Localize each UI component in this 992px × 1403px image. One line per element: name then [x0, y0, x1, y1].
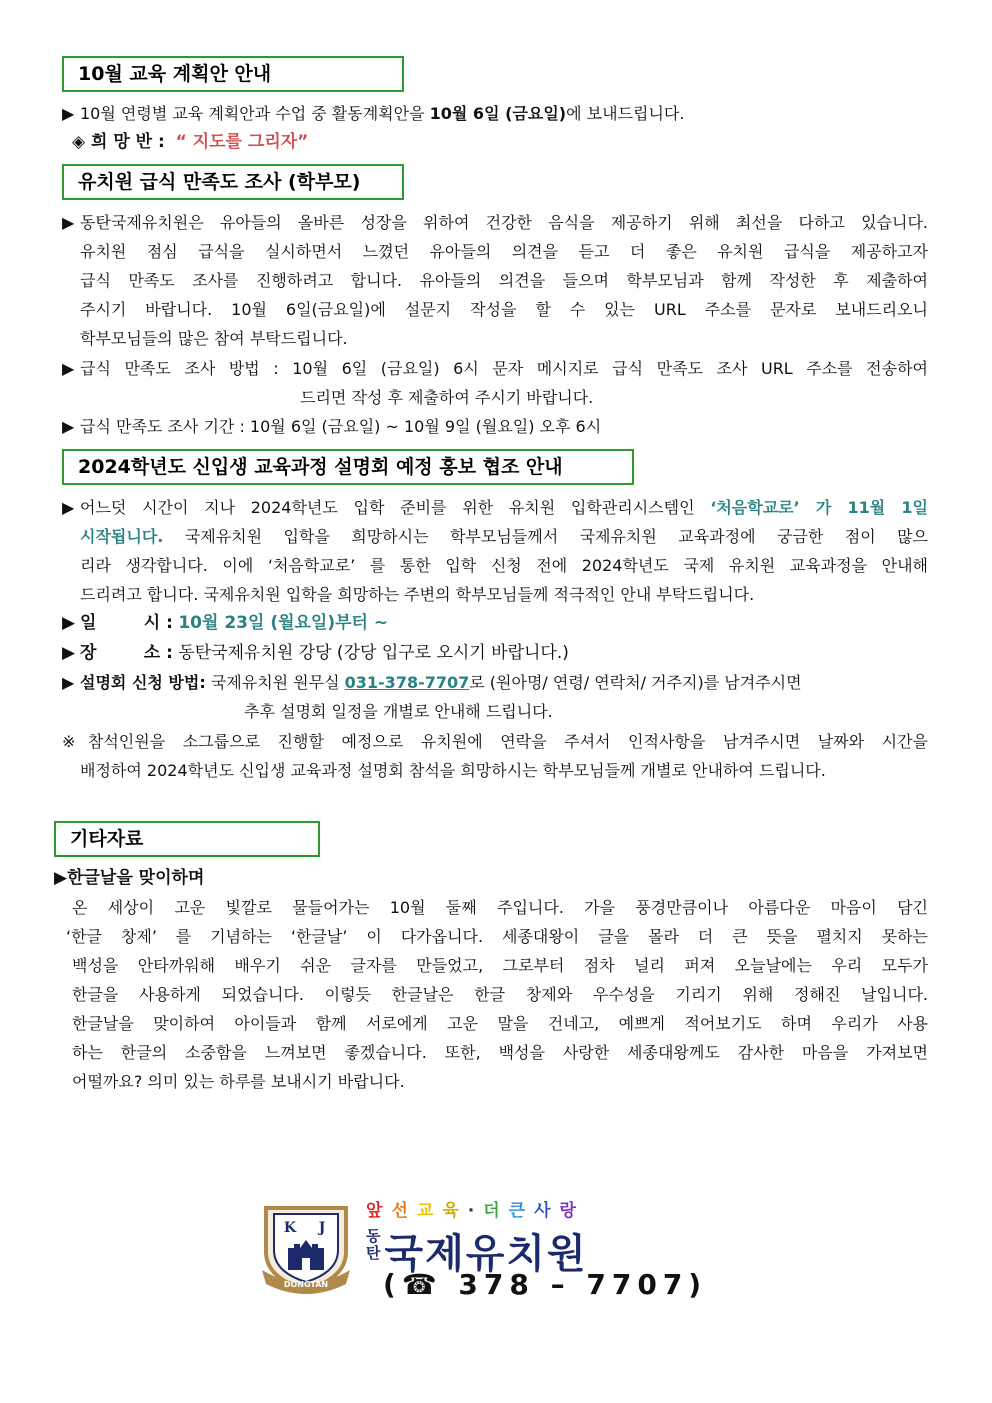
start-date-highlight: ‘처음학교로’ 가 11월 1일	[710, 498, 929, 517]
bullet-icon: ▶	[62, 498, 75, 517]
emblem-letter-j: J	[318, 1220, 326, 1236]
briefing-note-line: ※참석인원을 소그룹으로 진행할 예정으로 유치원에 연락을 주셔서 인적사항을 남겨주시면 날짜와 시간을	[62, 732, 928, 751]
bullet-icon: ▶	[62, 213, 75, 232]
briefing-note-line: 배정하여 2024학년도 신입생 교육과정 설명회 참석을 희망하시는 학부모님들께 개별로 안내하여 드립니다.	[80, 761, 826, 780]
hangul-day-line: 백성을 안타까워해 배우기 쉬운 글자를 만들었고, 그로부터 점차 널리 퍼져 오늘날에는 우리 모두가	[72, 956, 928, 975]
briefing-para-line: 리라 생각합니다. 이에 ‘처음학교로’ 를 통한 입학 신청 전에 2024학년도 국제 유치원 교육과정을 안내해	[80, 556, 928, 575]
survey-para-line: ▶ 동탄국제유치원은 유아들의 올바른 성장을 위하여 건강한 음식을 제공하기 위해 최선을 다하고 있습니다.	[62, 208, 928, 237]
october-plan-line: ▶ 10월 연령별 교육 계획안과 수업 중 활동계획안을 10월 6일 (금요일)에 보내드립니다.	[62, 99, 684, 128]
class-label: ◈ 희 망 반 :	[72, 132, 165, 152]
section-title-other-materials: 기타자료	[54, 821, 320, 857]
survey-method-line: 드리면 작성 후 제출하여 주시기 바랍니다.	[300, 388, 594, 407]
kindergarten-emblem-icon	[256, 1200, 356, 1296]
briefing-para-line: 드리려고 합니다. 국제유치원 입학을 희망하는 주변의 학부모님들께 적극적인 안내 부탁드립니다.	[80, 585, 755, 604]
bullet-icon: ▶	[62, 643, 76, 663]
briefing-place: 동탄국제유치원 강당 (강당 입구로 오시기 바랍니다.)	[178, 643, 569, 663]
survey-method-line: ▶ 급식 만족도 조사 방법 : 10월 6일 (금요일) 6시 문자 메시지로 급식 만족도 조사 URL 주소를 전송하여	[62, 354, 928, 383]
emblem-ribbon-text: DONGTAN	[283, 1280, 329, 1289]
survey-period-line: ▶ 급식 만족도 조사 기간 : 10월 6일 (금요일) ~ 10월 9일 (월요일) 오후 6시	[62, 412, 601, 441]
hangul-day-line: 온 세상이 고운 빛깔로 물들어가는 10월 둘째 주입니다. 가을 풍경만큼이나 아름다운 마음이 담긴	[72, 898, 928, 917]
hangul-day-line: ‘한글 창제’ 를 기념하는 ‘한글날’ 이 다가옵니다. 세종대왕이 글을 몰라 더 큰 뜻을 펼치지 못하는	[66, 927, 928, 946]
briefing-date-line: ▶ 일 시 : 10월 23일 (월요일)부터 ~	[62, 609, 388, 638]
bullet-icon: ▶	[62, 359, 75, 378]
survey-para-line: 학부모님들의 많은 참여 부탁드립니다.	[80, 329, 348, 348]
emblem-letter-k: K	[283, 1220, 297, 1236]
survey-para-line: 유치원 점심 급식을 실시하면서 느꼈던 유아들의 의견을 듣고 더 좋은 유치원 급식을 제공하고자	[80, 242, 928, 261]
bullet-icon: ▶	[62, 104, 75, 123]
briefing-apply-line: ▶ 설명회 신청 방법: 국제유치원 원무실 031-378-7707로 (원아명/ 연령/ 연락처/ 거주지)를 남겨주시면	[62, 668, 802, 697]
bullet-icon: ▶	[62, 417, 75, 436]
brand-name: 동 탄 국제유치원	[366, 1227, 588, 1277]
bullet-icon: ▶	[62, 673, 75, 692]
briefing-apply-line: 추후 설명회 일정을 개별로 안내해 드립니다.	[244, 702, 553, 721]
section-title-october-plan: 10월 교육 계획안 안내	[62, 56, 404, 92]
briefing-date: 10월 23일 (월요일)부터 ~	[178, 613, 389, 633]
hangul-day-line: 어떨까요? 의미 있는 하루를 보내시기 바랍니다.	[72, 1072, 405, 1091]
class-theme: “ 지도를 그리자”	[175, 132, 309, 152]
survey-para-line: 주시기 바랍니다. 10월 6일(금요일)에 설문지 작성을 할 수 있는 URL 주소를 문자로 보내드리오니	[80, 300, 928, 319]
hangul-day-line: 하는 한글의 소중함을 느껴보면 좋겠습니다. 또한, 백성을 사랑한 세종대왕께도 감사한 마음을 가져보면	[72, 1043, 928, 1062]
hangul-day-line: 한글을 사용하게 되었습니다. 이렇듯 한글날은 한글 창제와 우수성을 기리기 위해 정해진 날입니다.	[72, 985, 928, 1004]
briefing-para-line: 시작됩니다. 국제유치원 입학을 희망하시는 학부모님들께서 국제유치원 교육과정에 궁금한 점이 많으	[80, 527, 928, 546]
hangul-day-subtitle: ▶한글날을 맞이하며	[54, 868, 205, 888]
briefing-para-line: ▶ 어느덧 시간이 지나 2024학년도 입학 준비를 위한 유치원 입학관리시스템인 ‘처음학교로’ 가 11월 1일	[62, 493, 928, 522]
survey-para-line: 급식 만족도 조사를 진행하려고 합니다. 유아들의 의견을 들으며 학부모님과 함께 작성한 후 제출하여	[80, 271, 928, 290]
section-title-lunch-survey: 유치원 급식 만족도 조사 (학부모)	[62, 164, 404, 200]
office-phone-link[interactable]: 031-378-7707	[344, 673, 470, 692]
slogan: 앞선교육·더큰사랑	[366, 1201, 585, 1221]
kindergarten-phone: (☎ 378 – 7707)	[383, 1268, 708, 1301]
hangul-day-line: 한글날을 맞이하여 아이들과 함께 서로에게 고운 말을 건네고, 예쁘게 적어보기도 하며 우리가 사용	[72, 1014, 928, 1033]
bullet-icon: ▶	[62, 613, 76, 633]
section-title-curriculum-briefing: 2024학년도 신입생 교육과정 설명회 예정 홍보 협조 안내	[62, 449, 634, 485]
class-theme-line	[72, 128, 308, 157]
briefing-place-line: ▶ 장 소 : 동탄국제유치원 강당 (강당 입구로 오시기 바랍니다.)	[62, 639, 569, 668]
